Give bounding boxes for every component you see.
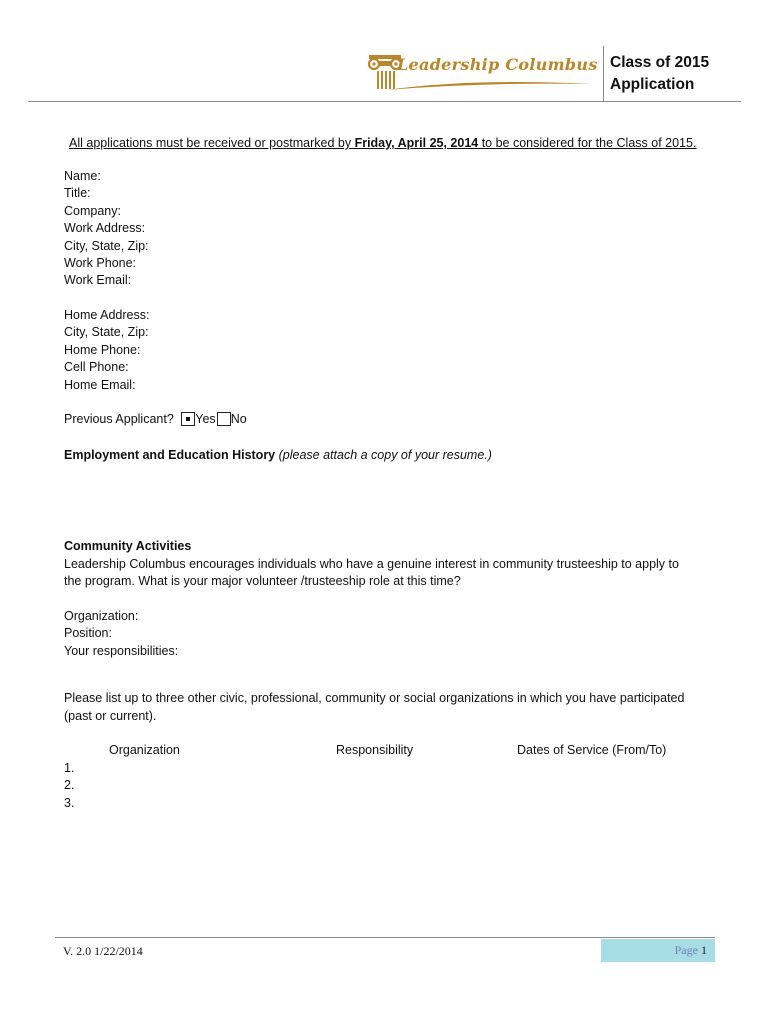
employment-note: (please attach a copy of your resume.) <box>278 448 492 462</box>
community-description-line2: the program. What is your major volunteer /trusteeship role at this time? <box>64 574 461 588</box>
other-orgs-description-line1: Please list up to three other civic, professional, community or social organizations in which you have participated <box>64 691 685 705</box>
org-row-number: 3. <box>64 796 75 810</box>
other-orgs-description-line2: (past or current). <box>64 709 157 723</box>
previous-applicant-no-checkbox[interactable] <box>217 412 231 426</box>
deadline-notice-pre: All applications must be received or postmarked by <box>69 136 355 150</box>
community-heading-text: Community Activities <box>64 539 192 553</box>
footer-version: V. 2.0 1/22/2014 <box>63 944 143 958</box>
field-work-phone: Work Phone: <box>64 256 137 270</box>
field-home-city-state-zip: City, State, Zip: <box>64 325 149 339</box>
column-header-responsibility: Responsibility <box>336 743 414 757</box>
header-divider-vertical <box>603 46 604 102</box>
employment-heading: Employment and Education History <box>64 448 276 462</box>
field-cell-phone: Cell Phone: <box>64 360 129 374</box>
header-divider <box>28 101 741 102</box>
brand-name: Leadership Columbus <box>397 55 598 74</box>
org-row-number: 1. <box>64 761 75 775</box>
brand-swoosh-icon <box>384 76 594 92</box>
community-heading <box>64 538 191 556</box>
field-home-email: Home Email: <box>64 378 136 392</box>
field-work-city-state-zip: City, State, Zip: <box>64 239 149 253</box>
field-title: Title: <box>64 186 91 200</box>
deadline-notice-post: to be considered for the Class of 2015. <box>478 136 697 150</box>
field-work-address: Work Address: <box>64 221 146 235</box>
field-position: Position: <box>64 626 112 640</box>
field-organization: Organization: <box>64 609 139 623</box>
employment-section <box>64 447 492 465</box>
page-number-box <box>601 939 715 962</box>
page-title-line2: Application <box>610 76 695 93</box>
previous-applicant-label: Previous Applicant? <box>64 412 174 426</box>
field-work-email: Work Email: <box>64 273 132 287</box>
community-description-line1: Leadership Columbus encourages individuals who have a genuine interest in community trusteeship to apply to <box>64 557 679 571</box>
page-number: 1 <box>701 943 707 957</box>
previous-applicant-no-label: No <box>230 412 247 426</box>
field-responsibilities: Your responsibilities: <box>64 644 179 658</box>
deadline-date: Friday, April 25, 2014 <box>354 136 479 150</box>
deadline-notice <box>69 135 696 153</box>
field-name: Name: <box>64 169 101 183</box>
column-header-organization: Organization <box>109 743 180 757</box>
org-row-number: 2. <box>64 778 75 792</box>
field-home-phone: Home Phone: <box>64 343 141 357</box>
previous-applicant-row <box>64 411 247 429</box>
field-home-address: Home Address: <box>64 308 150 322</box>
field-company: Company: <box>64 204 121 218</box>
footer-divider <box>55 937 715 938</box>
page-label: Page <box>674 943 698 957</box>
page-title-line1: Class of 2015 <box>610 54 710 71</box>
previous-applicant-yes-label: Yes <box>195 412 216 426</box>
column-header-dates: Dates of Service (From/To) <box>517 743 667 757</box>
previous-applicant-yes-checkbox[interactable] <box>181 412 195 426</box>
